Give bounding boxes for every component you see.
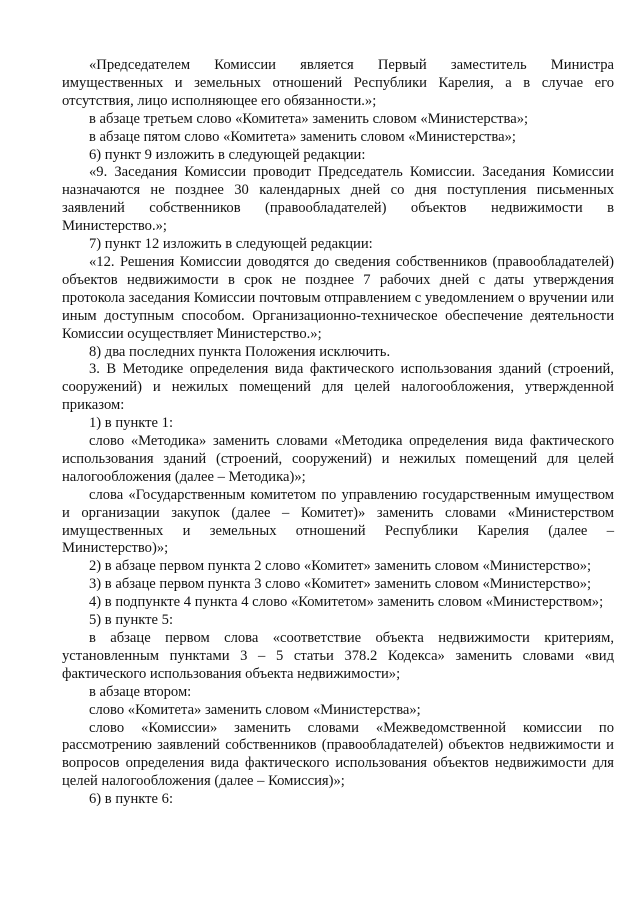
paragraph: «9. Заседания Комиссии проводит Председатель Комиссии. Заседания Комиссии назначаются не позднее 30 календарных дней со дня поступления письменных заявлений собственников (правообладателей) объектов недвижимости в Министерство.»; [62,164,614,235]
paragraph: в абзаце третьем слово «Комитета» заменить словом «Министерства»; [89,110,529,127]
paragraph: слово «Методика» заменить словами «Методика определения вида фактического использования зданий (строений, сооружений) и нежилых помещений для целей налогообложения (далее – Методика)»; [62,433,614,485]
paragraph: 4) в подпункте 4 пункта 4 слово «Комитетом» заменить словом «Министерством»; [89,594,604,611]
paragraph: 1) в пункте 1: [89,415,174,432]
paragraph: «12. Решения Комиссии доводятся до сведения собственников (правообладателей) объектов недвижимости в срок не позднее 7 рабочих дней с даты утверждения протокола заседания Комиссии почтовым отправлением с уведомлением о вручении или иным доступным способом. Организационно-техническое обеспечение деятельности Комиссии осуществляет Министерство.»; [62,253,614,342]
paragraph: в абзаце пятом слово «Комитета» заменить словом «Министерства»; [89,128,516,145]
paragraph: 8) два последних пункта Положения исключить. [89,343,391,360]
paragraph: в абзаце втором: [89,683,192,700]
paragraph: 6) в пункте 6: [89,791,174,808]
paragraph: слово «Комитета» заменить словом «Министерства»; [89,701,421,718]
paragraph: 2) в абзаце первом пункта 2 слово «Комитет» заменить словом «Министерство»; [89,558,592,575]
paragraph: 5) в пункте 5: [89,612,174,629]
paragraph: в абзаце первом слова «соответствие объекта недвижимости критериям, установленным пунктами 3 – 5 статьи 378.2 Кодекса» заменить словами «вид фактического использования объекта недвижимости»; [62,630,614,682]
paragraph: слово «Комиссии» заменить словами «Межведомственной комиссии по рассмотрению заявлений собственников (правообладателей) объектов недвижимости и вопросов определения вида фактического использования объектов недвижимости для целей налогообложения (далее – Комиссия)»; [62,719,614,790]
paragraph: 3) в абзаце первом пункта 3 слово «Комитет» заменить словом «Министерство»; [89,576,592,593]
paragraph: 6) пункт 9 изложить в следующей редакции: [89,146,366,163]
document-body [62,57,614,809]
paragraph: «Председателем Комиссии является Первый заместитель Министра имущественных и земельных отношений Республики Карелия, а в случае его отсутствия, лицо исполняющее его обязанности.»; [62,57,614,109]
paragraph: слова «Государственным комитетом по управлению государственным имуществом и организации закупок (далее – Комитет)» заменить словами «Министерством имущественных и земельных отношений Республики Карелия (далее – Министерство)»; [62,486,614,557]
paragraph: 7) пункт 12 изложить в следующей редакции: [89,236,373,253]
paragraph: 3. В Методике определения вида фактического использования зданий (строений, сооружений) и нежилых помещений для целей налогообложения, утвержденной приказом: [62,361,614,414]
